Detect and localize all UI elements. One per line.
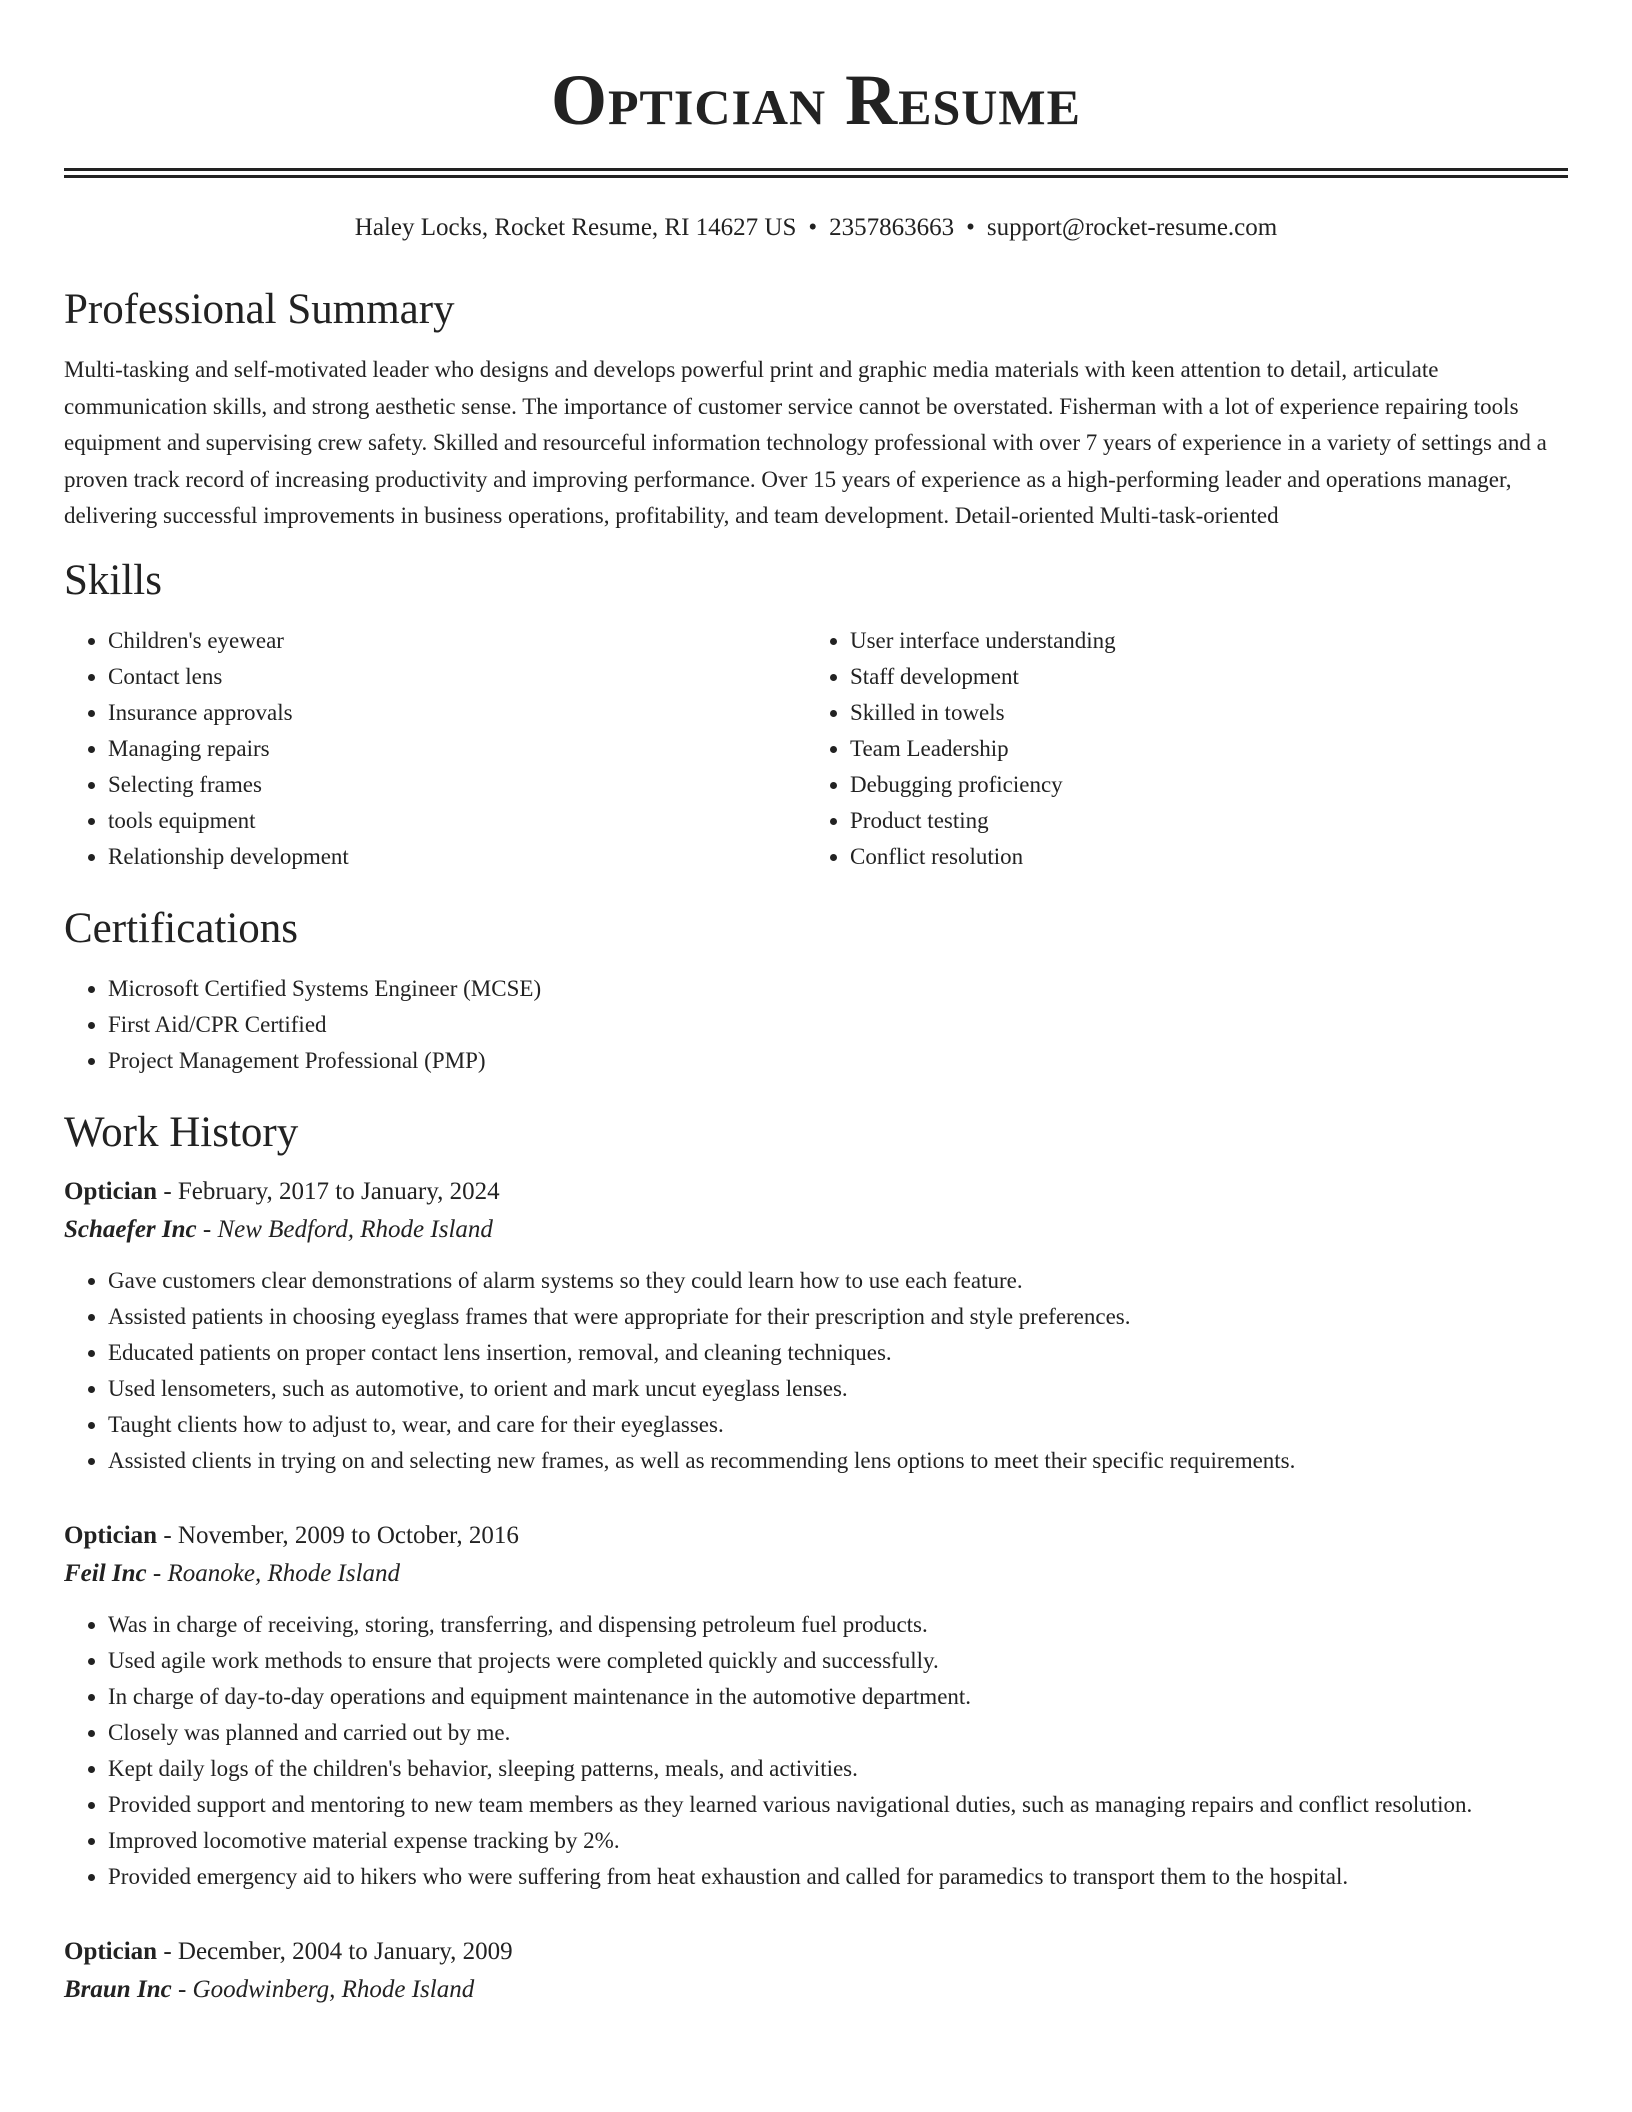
skill-item: • Debugging proficiency <box>850 767 1548 803</box>
job-duty-item: • Improved locomotive material expense tracking by 2%. <box>108 1823 1568 1859</box>
job-duties-list <box>64 1607 1568 1895</box>
job-dates: - December, 2004 to January, 2009 <box>157 1937 513 1965</box>
skill-item: • Contact lens <box>108 659 806 695</box>
title-divider <box>64 168 1568 178</box>
certification-item: • Microsoft Certified Systems Engineer (MCSE) <box>108 971 1568 1007</box>
job-role: Optician <box>64 1937 158 1965</box>
contact-phone: 2357863663 <box>829 214 955 241</box>
job-duty-item: • In charge of day-to-day operations and equipment maintenance in the automotive department. <box>108 1679 1568 1715</box>
resume-title: Optician Resume <box>551 60 1081 140</box>
contact-separator: • <box>808 214 818 241</box>
certification-item: • First Aid/CPR Certified <box>108 1007 1568 1043</box>
skill-item: • Conflict resolution <box>850 839 1548 875</box>
skills-list-right <box>806 623 1548 875</box>
job-company: Schaefer Inc <box>64 1215 197 1243</box>
contact-separator: • <box>966 214 975 241</box>
job-duty-item: • Closely was planned and carried out by me. <box>108 1715 1568 1751</box>
job-title-line <box>64 1933 1568 1971</box>
job-duty-item: • Provided emergency aid to hikers who were suffering from heat exhaustion and called for paramedics to transport them to the hospital. <box>108 1859 1568 1895</box>
contact-email: support@rocket-resume.com <box>986 214 1278 241</box>
job-role: Optician <box>64 1177 158 1205</box>
job-company-line <box>64 1555 1568 1593</box>
skill-item: • Product testing <box>850 803 1548 839</box>
certifications-heading: Certifications <box>64 904 299 952</box>
skills-heading: Skills <box>64 556 162 604</box>
skill-item: • Staff development <box>850 659 1548 695</box>
contact-line <box>64 212 1568 244</box>
skill-item: • Selecting frames <box>108 767 806 803</box>
skill-item: • Managing repairs <box>108 731 806 767</box>
job-duty-item: • Was in charge of receiving, storing, transferring, and dispensing petroleum fuel products. <box>108 1607 1568 1643</box>
job-entry <box>64 1933 1568 2009</box>
job-dates: - November, 2009 to October, 2016 <box>157 1521 519 1549</box>
job-entry <box>64 1517 1568 1895</box>
job-duty-item: • Gave customers clear demonstrations of alarm systems so they could learn how to use each feature. <box>108 1263 1568 1299</box>
job-title-line <box>64 1517 1568 1555</box>
summary-heading: Professional Summary <box>64 286 455 333</box>
job-company-line <box>64 1211 1568 1249</box>
job-location: - New Bedford, Rhode Island <box>196 1215 493 1243</box>
skills-column-left <box>64 623 806 875</box>
skills-grid <box>64 623 1568 875</box>
certification-item: • Project Management Professional (PMP) <box>108 1043 1568 1079</box>
contact-address: Haley Locks, Rocket Resume, RI 14627 US <box>354 214 797 241</box>
skill-item: • Team Leadership <box>850 731 1548 767</box>
job-duty-item: • Kept daily logs of the children's behavior, sleeping patterns, meals, and activities. <box>108 1751 1568 1787</box>
job-dates: - February, 2017 to January, 2024 <box>157 1177 500 1205</box>
skill-item: • User interface understanding <box>850 623 1548 659</box>
skill-item: • Relationship development <box>108 839 806 875</box>
work-history-heading: Work History <box>64 1108 299 1156</box>
job-entry <box>64 1173 1568 1479</box>
job-location: - Goodwinberg, Rhode Island <box>171 1975 475 2003</box>
skill-item: • Insurance approvals <box>108 695 806 731</box>
skills-column-right <box>806 623 1548 875</box>
summary-text: Multi-tasking and self-motivated leader who designs and develops powerful print and graphic media materials with keen attention to detail, articulate communication skills, and strong aesthetic sense. The importance of customer service cannot be overstated. Fisherman with a lot of experience repairing tools equipment and supervising crew safety. Skilled and resourceful information technology professional with over 7 years of experience in a variety of settings and a proven track record of increasing productivity and improving performance. Over 15 years of experience as a high-performing leader and operations manager, delivering successful improvements in business operations, profitability, and team development. Detail-oriented Multi-task-oriented <box>64 357 1547 528</box>
skill-item: • Children's eyewear <box>108 623 806 659</box>
job-company-line <box>64 1971 1568 2009</box>
skill-item: • tools equipment <box>108 803 806 839</box>
job-location: - Roanoke, Rhode Island <box>146 1559 401 1587</box>
job-duty-item: • Assisted clients in trying on and selecting new frames, as well as recommending lens options to meet their specific requirements. <box>108 1443 1568 1479</box>
job-company: Feil Inc <box>64 1559 147 1587</box>
job-duty-item: • Assisted patients in choosing eyeglass frames that were appropriate for their prescription and style preferences. <box>108 1299 1568 1335</box>
job-duty-item: • Used agile work methods to ensure that projects were completed quickly and successfully. <box>108 1643 1568 1679</box>
job-title-line <box>64 1173 1568 1211</box>
job-duty-item: • Educated patients on proper contact lens insertion, removal, and cleaning techniques. <box>108 1335 1568 1371</box>
job-duty-item: • Used lensometers, such as automotive, to orient and mark uncut eyeglass lenses. <box>108 1371 1568 1407</box>
job-duties-list <box>64 1263 1568 1479</box>
skills-list-left <box>64 623 806 875</box>
job-role: Optician <box>64 1521 158 1549</box>
job-duty-item: • Taught clients how to adjust to, wear, and care for their eyeglasses. <box>108 1407 1568 1443</box>
job-duty-item: • Provided support and mentoring to new team members as they learned various navigational duties, such as managing repairs and conflict resolution. <box>108 1787 1568 1823</box>
certifications-list <box>64 971 1568 1079</box>
skill-item: • Skilled in towels <box>850 695 1548 731</box>
job-company: Braun Inc <box>64 1975 172 2003</box>
